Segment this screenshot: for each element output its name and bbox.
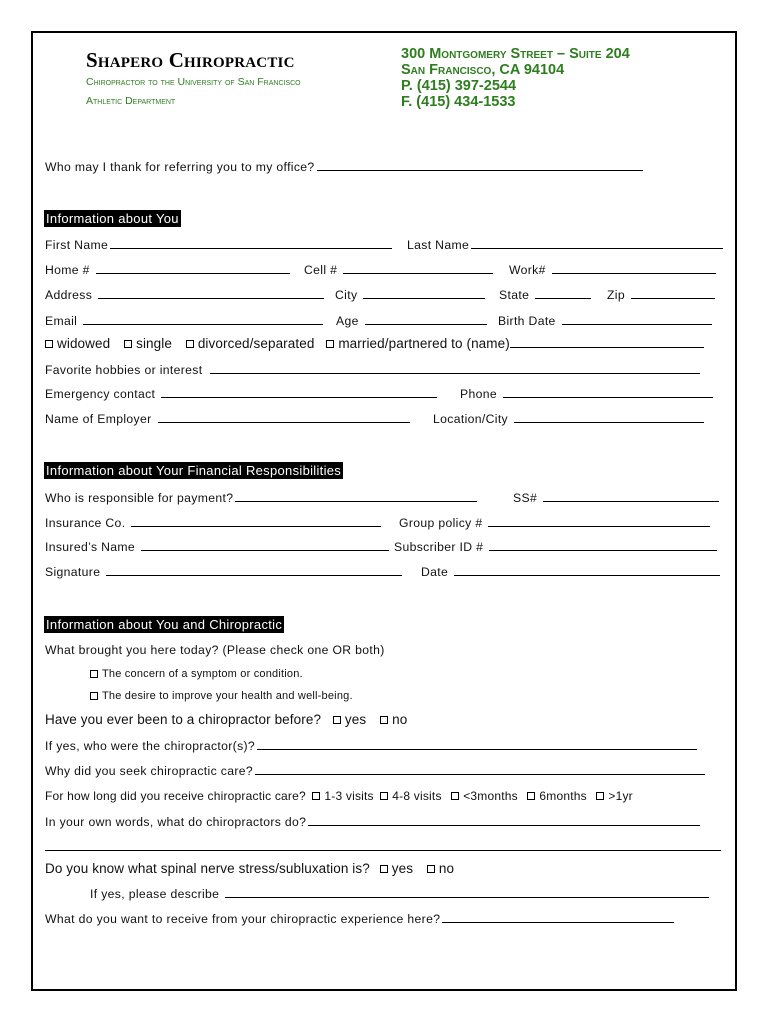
referral-label: Who may I thank for referring you to my office? (45, 160, 315, 174)
describe-input[interactable] (225, 886, 709, 898)
checkbox-divorced[interactable] (186, 340, 194, 348)
been-before-row (45, 712, 407, 727)
health-option-label: The desire to improve your health and well-being. (102, 690, 353, 702)
cell-phone-row (304, 262, 493, 277)
checkbox-6-months[interactable] (527, 792, 535, 800)
email-label: Email (45, 314, 78, 328)
work-phone-row (509, 262, 716, 277)
brand-name: Shapero Chiropractic (86, 48, 295, 72)
who-row (45, 738, 697, 753)
city-label: City (335, 288, 358, 302)
why-row (45, 763, 705, 778)
opt-3-label: <3months (463, 789, 518, 803)
first-name-label: First Name (45, 238, 109, 252)
been-before-label: Have you ever been to a chiropractor before? (45, 712, 322, 727)
work-phone-label: Work# (509, 263, 546, 277)
checkbox-spinal-yes[interactable] (380, 865, 388, 873)
group-policy-label: Group policy # (399, 516, 483, 530)
address-label: Address (45, 288, 93, 302)
single-label: single (136, 336, 172, 351)
ss-input[interactable] (543, 490, 719, 502)
date-label: Date (421, 565, 449, 579)
married-label: married/partnered to (name) (338, 336, 510, 351)
checkbox-spinal-no[interactable] (427, 865, 435, 873)
ss-label: SS# (513, 491, 538, 505)
home-phone-input[interactable] (96, 262, 290, 274)
responsible-row (45, 490, 477, 505)
insurance-input[interactable] (131, 515, 381, 527)
employer-label: Name of Employer (45, 412, 152, 426)
state-label: State (499, 288, 530, 302)
brought-you-question: What brought you here today? (Please check one OR both) (45, 643, 385, 657)
last-name-input[interactable] (471, 237, 723, 249)
zip-label: Zip (607, 288, 625, 302)
address-row (45, 287, 324, 302)
emergency-label: Emergency contact (45, 387, 156, 401)
state-row (499, 287, 591, 302)
group-policy-row (399, 515, 710, 530)
section-header-chiropractic: Information about You and Chiropractic (46, 617, 283, 632)
how-long-label: For how long did you receive chiropractic care? (45, 789, 306, 803)
hobbies-label: Favorite hobbies or interest (45, 363, 203, 377)
section-header-you: Information about You (46, 211, 179, 226)
own-words-continuation-line[interactable] (45, 850, 721, 851)
age-input[interactable] (365, 313, 487, 325)
why-label: Why did you seek chiropractic care? (45, 764, 254, 778)
want-input[interactable] (442, 911, 674, 923)
employer-input[interactable] (158, 411, 410, 423)
emergency-phone-input[interactable] (503, 386, 713, 398)
emergency-phone-label: Phone (460, 387, 497, 401)
email-input[interactable] (83, 313, 323, 325)
health-option-row (90, 690, 353, 702)
opt-4-label: 6months (539, 789, 587, 803)
checkbox-over-1-year[interactable] (596, 792, 604, 800)
signature-row (45, 564, 402, 579)
work-phone-input[interactable] (552, 262, 716, 274)
city-row (335, 287, 485, 302)
who-input[interactable] (257, 738, 697, 750)
date-input[interactable] (454, 564, 720, 576)
who-label: If yes, who were the chiropractor(s)? (45, 739, 256, 753)
checkbox-1-3-visits[interactable] (312, 792, 320, 800)
checkbox-health[interactable] (90, 692, 98, 700)
spinal-yes-label: yes (391, 861, 414, 876)
insurance-row (45, 515, 381, 530)
spinal-row (45, 861, 454, 876)
responsible-input[interactable] (235, 490, 477, 502)
been-no-label: no (392, 712, 408, 727)
describe-label: If yes, please describe (90, 887, 220, 901)
location-row (433, 411, 704, 426)
last-name-row (407, 237, 723, 252)
birth-date-row (498, 313, 712, 328)
location-input[interactable] (514, 411, 704, 423)
location-label: Location/City (433, 412, 509, 426)
home-phone-label: Home # (45, 263, 90, 277)
checkbox-single[interactable] (124, 340, 132, 348)
emergency-input[interactable] (161, 386, 437, 398)
ss-row (513, 490, 719, 505)
widowed-label: widowed (57, 336, 111, 351)
state-input[interactable] (535, 287, 591, 299)
referral-input[interactable] (317, 159, 643, 171)
insurance-label: Insurance Co. (45, 516, 126, 530)
subscriber-input[interactable] (489, 539, 717, 551)
cell-phone-input[interactable] (343, 262, 493, 274)
divorced-label: divorced/separated (197, 336, 315, 351)
signature-input[interactable] (106, 564, 402, 576)
subscriber-label: Subscriber ID # (394, 540, 484, 554)
home-phone-row (45, 262, 290, 277)
group-policy-input[interactable] (488, 515, 710, 527)
cell-phone-label: Cell # (304, 263, 338, 277)
opt-1-label: 1-3 visits (324, 789, 374, 803)
tagline-line-1: Chiropractor to the University of San Francisco (86, 76, 301, 88)
insured-input[interactable] (141, 539, 389, 551)
checkbox-married[interactable] (326, 340, 334, 348)
own-words-row (45, 814, 700, 829)
signature-label: Signature (45, 565, 101, 579)
birth-date-label: Birth Date (498, 314, 556, 328)
age-row (336, 313, 487, 328)
first-name-row (45, 237, 392, 252)
checkbox-been-yes[interactable] (333, 716, 341, 724)
own-words-label: In your own words, what do chiropractors do? (45, 815, 307, 829)
emergency-phone-row (460, 386, 713, 401)
fax-number: F. (415) 434-1533 (401, 94, 516, 110)
checkbox-under-3-months[interactable] (451, 792, 459, 800)
own-words-input[interactable] (308, 814, 700, 826)
spinal-label: Do you know what spinal nerve stress/subluxation is? (45, 861, 370, 876)
last-name-label: Last Name (407, 238, 470, 252)
spinal-no-label: no (438, 861, 455, 876)
emergency-row (45, 386, 437, 401)
marital-status-row (45, 336, 704, 351)
zip-row (607, 287, 715, 302)
email-row (45, 313, 323, 328)
address-input[interactable] (98, 287, 324, 299)
hobbies-row (45, 362, 700, 377)
checkbox-widowed[interactable] (45, 340, 53, 348)
first-name-input[interactable] (110, 237, 392, 249)
date-row (421, 564, 720, 579)
symptom-option-row (90, 668, 303, 680)
subscriber-row (394, 539, 717, 554)
referral-row (45, 159, 643, 174)
describe-row (90, 886, 709, 901)
hobbies-input[interactable] (210, 362, 700, 374)
partner-name-input[interactable] (510, 336, 704, 348)
how-long-row (45, 789, 633, 803)
section-header-financial: Information about Your Financial Responsibilities (46, 463, 342, 478)
tagline-line-2: Athletic Department (86, 95, 176, 107)
address-line-1: 300 Montgomery Street – Suite 204 (401, 46, 630, 62)
age-label: Age (336, 314, 359, 328)
been-yes-label: yes (344, 712, 367, 727)
checkbox-been-no[interactable] (380, 716, 388, 724)
employer-row (45, 411, 410, 426)
opt-2-label: 4-8 visits (392, 789, 442, 803)
want-row (45, 911, 674, 926)
insured-row (45, 539, 389, 554)
why-input[interactable] (255, 763, 705, 775)
phone-number: P. (415) 397-2544 (401, 78, 517, 94)
form-border (31, 31, 737, 991)
want-label: What do you want to receive from your chiropractic experience here? (45, 912, 441, 926)
insured-label: Insured’s Name (45, 540, 136, 554)
address-line-2: San Francisco, CA 94104 (401, 62, 565, 78)
responsible-label: Who is responsible for payment? (45, 491, 234, 505)
city-input[interactable] (363, 287, 485, 299)
opt-5-label: >1yr (608, 789, 633, 803)
checkbox-4-8-visits[interactable] (380, 792, 388, 800)
symptom-option-label: The concern of a symptom or condition. (102, 668, 303, 680)
checkbox-symptom[interactable] (90, 670, 98, 678)
birth-date-input[interactable] (562, 313, 712, 325)
zip-input[interactable] (631, 287, 715, 299)
